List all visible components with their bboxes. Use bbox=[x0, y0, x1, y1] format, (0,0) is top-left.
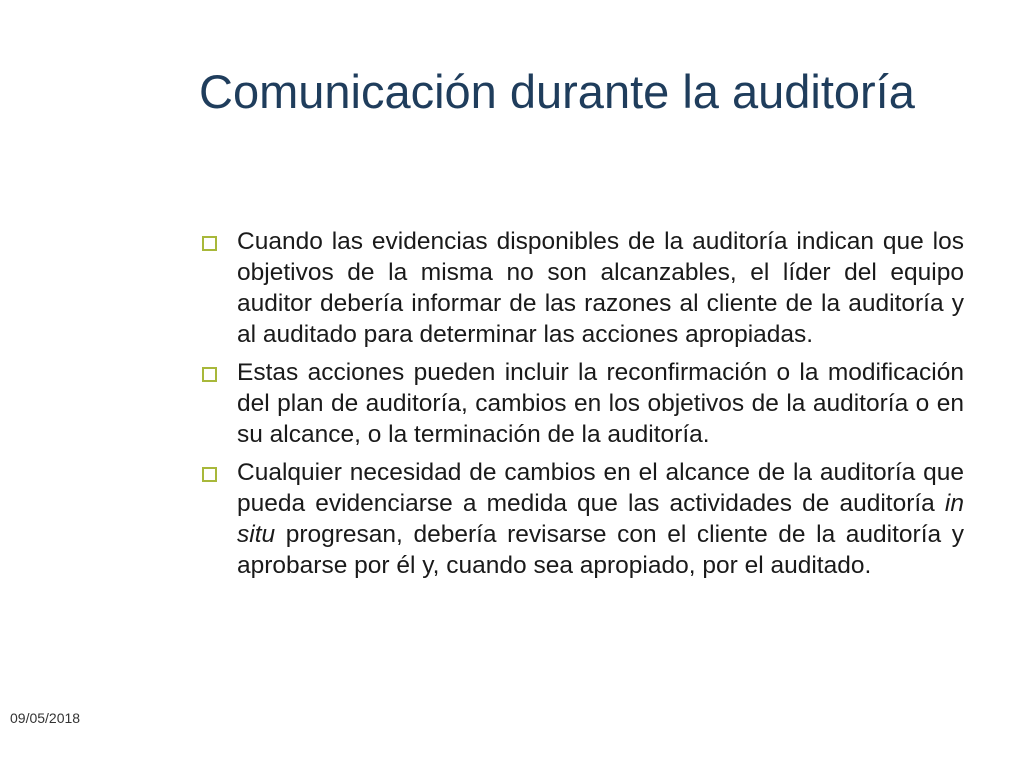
bullet-item bbox=[197, 457, 964, 581]
square-bullet-icon bbox=[202, 467, 217, 482]
bullet-text-italic: in situ bbox=[237, 490, 964, 548]
bullet-text-after: progresan, debería revisarse con el cliente de la auditoría y aprobarse por él y, cuando sea apropiado, por el auditado. bbox=[237, 521, 964, 579]
bullet-text bbox=[237, 459, 964, 579]
square-bullet-icon bbox=[202, 236, 217, 251]
bullet-item bbox=[197, 357, 964, 450]
bullet-text-before: Cualquier necesidad de cambios en el alcance de la auditoría que pueda evidenciarse a medida que las actividades de auditoría bbox=[237, 459, 964, 517]
bullet-text: Estas acciones pueden incluir la reconfirmación o la modificación del plan de auditoría, cambios en los objetivos de la auditoría o en su alcance, o la terminación de la auditoría. bbox=[237, 359, 964, 448]
bullet-list bbox=[197, 226, 964, 588]
square-bullet-icon bbox=[202, 367, 217, 382]
slide-title: Comunicación durante la auditoría bbox=[199, 65, 915, 118]
bullet-item bbox=[197, 226, 964, 350]
slide-date: 09/05/2018 bbox=[10, 710, 81, 726]
bullet-text: Cuando las evidencias disponibles de la auditoría indican que los objetivos de la misma no son alcanzables, el líder del equipo auditor debería informar de las razones al cliente de la auditoría y al auditado para determinar las acciones apropiadas. bbox=[237, 228, 964, 348]
